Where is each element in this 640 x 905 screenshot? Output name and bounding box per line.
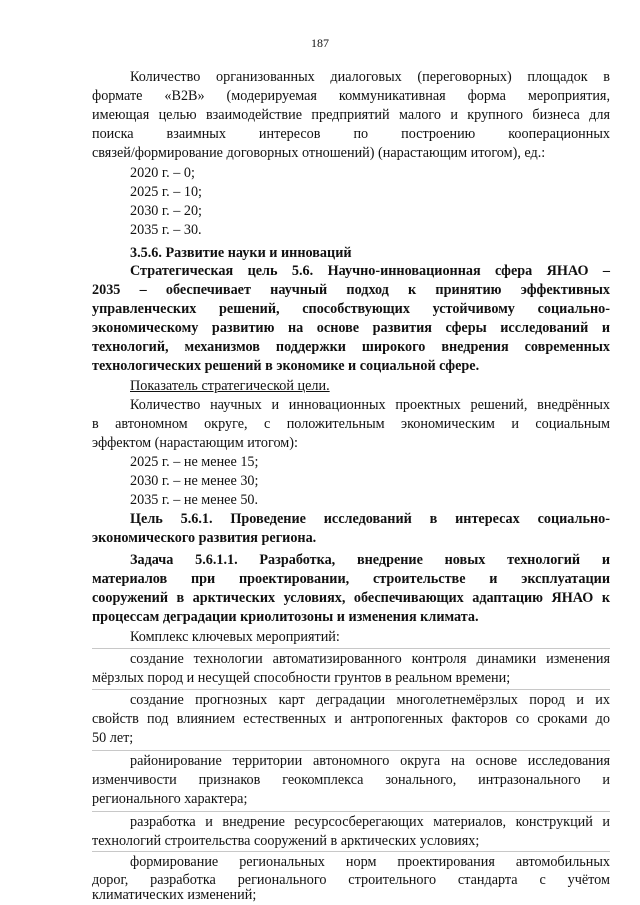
page-number: 187 xyxy=(311,36,329,50)
measure-2-line-3: 50 лет; xyxy=(92,730,134,746)
b2b-value-2030: 2030 г. – 20; xyxy=(130,203,203,219)
divider xyxy=(92,648,610,649)
measure-3-line-1: районирование территории автономного округа на основе исследования xyxy=(130,753,610,769)
goal-line-5: технологий, механизмов поддержки широкого внедрения современных xyxy=(92,339,610,355)
b2b-line-1: Количество организованных диалоговых (переговорных) площадок в xyxy=(130,69,610,85)
indicator-value-2030: 2030 г. – не менее 30; xyxy=(130,473,259,489)
measure-2-line-1: создание прогнозных карт деградации многолетнемёрзлых пород и их xyxy=(130,692,610,708)
b2b-line-4: поиска взаимных интересов по построению кооперационных xyxy=(92,126,610,142)
measure-4-line-2: технологий строительства сооружений в арктических условиях; xyxy=(92,833,480,849)
divider xyxy=(92,689,610,690)
measure-5-line-2: дорог, разработка регионального строительного стандарта с учётом xyxy=(92,872,610,888)
measures-label: Комплекс ключевых мероприятий: xyxy=(130,629,340,645)
task-line-1: Задача 5.6.1.1. Разработка, внедрение новых технологий и xyxy=(130,552,610,568)
measure-4-line-1: разработка и внедрение ресурсосберегающих материалов, конструкций и xyxy=(130,814,610,830)
goal-line-1: Стратегическая цель 5.6. Научно-инновационная сфера ЯНАО – xyxy=(130,263,610,279)
b2b-value-2035: 2035 г. – 30. xyxy=(130,222,202,238)
measure-5-line-1: формирование региональных норм проектирования автомобильных xyxy=(130,854,610,870)
measure-3-line-3: регионального характера; xyxy=(92,791,248,807)
goal-line-6: технологических решений в экономике и социальной сфере. xyxy=(92,358,480,374)
measure-1-line-1: создание технологии автоматизированного контроля динамики изменения xyxy=(130,651,610,667)
goal-line-2: 2035 – обеспечивает научный подход к принятию эффективных xyxy=(92,282,610,298)
b2b-value-2020: 2020 г. – 0; xyxy=(130,165,195,181)
indicator-line-2: в автономном округе, с положительным экономическим и социальным xyxy=(92,416,610,432)
divider xyxy=(92,811,610,812)
subgoal-line-2: экономического развития региона. xyxy=(92,530,317,546)
indicator-line-3: эффектом (нарастающим итогом): xyxy=(92,435,298,451)
b2b-line-2: формате «B2B» (модерируемая коммуникативная форма мероприятия, xyxy=(92,88,610,104)
section-heading: 3.5.6. Развитие науки и инноваций xyxy=(130,245,352,261)
indicator-value-2025: 2025 г. – не менее 15; xyxy=(130,454,259,470)
task-line-2: материалов при проектировании, строительстве и эксплуатации xyxy=(92,571,610,587)
task-line-4: процессам деградации криолитозоны и изменения климата. xyxy=(92,609,479,625)
task-line-3: сооружений в арктических условиях, обеспечивающих адаптацию ЯНАО к xyxy=(92,590,610,606)
subgoal-line-1: Цель 5.6.1. Проведение исследований в интересах социально- xyxy=(130,511,610,527)
b2b-line-5: связей/формирование договорных отношений) (нарастающим итогом), ед.: xyxy=(92,145,546,161)
divider xyxy=(92,750,610,751)
b2b-value-2025: 2025 г. – 10; xyxy=(130,184,203,200)
indicator-label: Показатель стратегической цели. xyxy=(130,378,330,394)
goal-line-4: экономическому развитию на основе развития сферы исследований и xyxy=(92,320,610,336)
goal-line-3: управленческих решений, способствующих устойчивому социально- xyxy=(92,301,610,317)
measure-2-line-2: свойств под влиянием естественных и антропогенных факторов со сроками до xyxy=(92,711,610,727)
measure-5-line-3: климатических изменений; xyxy=(92,887,257,903)
indicator-line-1: Количество научных и инновационных проектных решений, внедрённых xyxy=(130,397,610,413)
measure-3-line-2: изменчивости признаков геокомплекса зонального, интразонального и xyxy=(92,772,610,788)
divider xyxy=(92,851,610,852)
measure-1-line-2: мёрзлых пород и несущей способности грунтов в реальном времени; xyxy=(92,670,511,686)
b2b-line-3: имеющая целью взаимодействие предприятий малого и крупного бизнеса для xyxy=(92,107,610,123)
indicator-value-2035: 2035 г. – не менее 50. xyxy=(130,492,259,508)
